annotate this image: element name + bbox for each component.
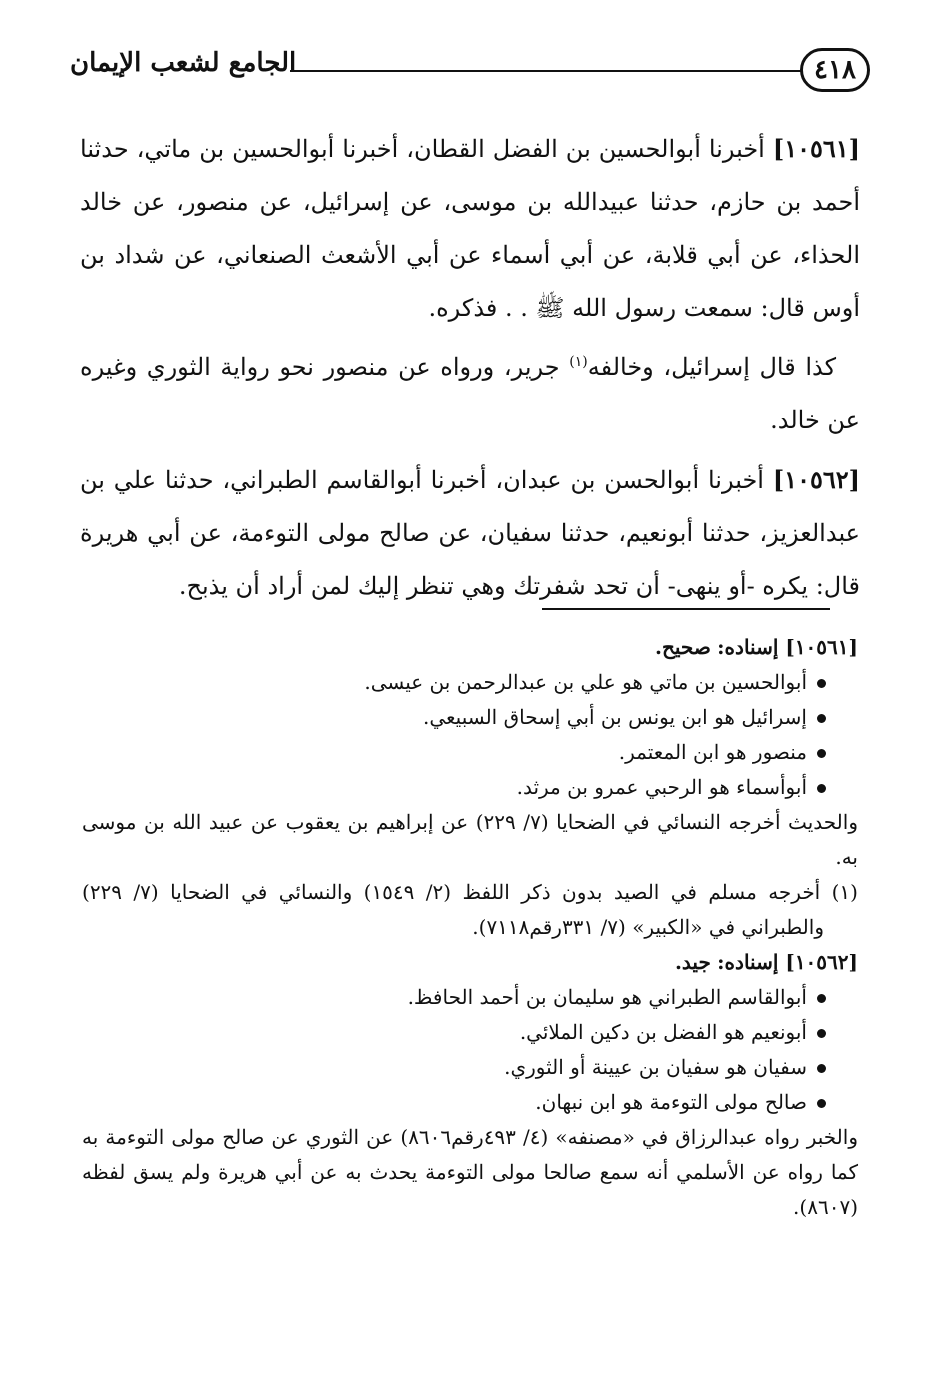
list-item-text: أبوالحسين بن ماتي هو علي بن عبدالرحمن بن عيسى. [364,670,807,694]
footnote-separator [542,608,830,610]
hadith-number: [١٠٥٦١] [772,134,860,163]
narrator-list [82,665,858,805]
takhrij-note: والخبر رواه عبدالرزاق في «مصنفه» (٤/ ٤٩٣رقم٨٦٠٦) عن الثوري عن صالح مولى التوءمة به كما رواه عن الأسلمي أنه سمع صالحا مولى التوءمة يحدث به عن أبي هريرة ولم يسق لفظه (٨٦٠٧). [82,1125,858,1219]
page-number: ٤١٨ [800,48,870,92]
list-item [82,980,826,1015]
list-item-text: صالح مولى التوءمة هو ابن نبهان. [535,1090,807,1114]
list-item [82,1085,826,1120]
bullet-icon [817,1099,826,1108]
isnad-heading [82,945,858,980]
book-title: الجامع لشعب الإيمان [70,48,297,78]
page-header [70,40,870,104]
header-rule [290,70,802,72]
list-item [82,1015,826,1050]
comment-paragraph [80,341,860,447]
list-item-text: أبونعيم هو الفضل بن دكين الملائي. [519,1020,807,1044]
bullet-icon [817,749,826,758]
comment-text-start: كذا قال إسرائيل، وخالفه [587,353,837,381]
list-item-text: أبوأسماء هو الرحبي عمرو بن مرثد. [516,775,807,799]
isnad-grade: صحيح. [655,635,711,659]
main-text [80,122,860,619]
bullet-icon [817,1029,826,1038]
footnote-1: (١) أخرجه مسلم في الصيد بدون ذكر اللفظ (٢/ ١٥٤٩) والنسائي في الضحايا (٧/ ٢٢٩) والطبراني في «الكبير» (٧/ ٣٣١رقم٧١١٨). [82,880,858,939]
list-item [82,735,826,770]
bullet-icon [817,994,826,1003]
comment-text-end: جرير، ورواه عن منصور نحو رواية الثوري وغيره عن خالد. [80,353,860,434]
isnad-heading [82,630,858,665]
list-item [82,700,826,735]
list-item-text: إسرائيل هو ابن يونس بن أبي إسحاق السبيعي. [422,705,807,729]
list-item-text: أبوالقاسم الطبراني هو سليمان بن أحمد الحافظ. [407,985,807,1009]
bullet-icon [817,784,826,793]
hadith-paragraph [80,122,860,335]
footnote-ref: (١) [569,354,588,370]
bullet-icon [817,679,826,688]
bullet-icon [817,714,826,723]
hadith-text: أخبرنا أبوالحسين بن الفضل القطان، أخبرنا أبوالحسين بن ماتي، حدثنا أحمد بن حازم، حدثنا عبيدالله بن موسى، عن إسرائيل، عن منصور، عن خالد الحذاء، عن أبي قلابة، عن أبي أسماء عن أبي الأشعث الصنعاني، عن شداد بن أوس قال: سمعت رسول الله ﷺ . . فذكره. [80,135,861,322]
narrator-list [82,980,858,1120]
bullet-icon [817,1064,826,1073]
list-item-text: سفيان هو سفيان بن عيينة أو الثوري. [504,1055,807,1079]
isnad-grade: جيد. [674,950,711,974]
takhrij-note: والحديث أخرجه النسائي في الضحايا (٧/ ٢٢٩) عن إبراهيم بن يعقوب عن عبيد الله بن موسى به. [82,810,858,869]
isnad-label: [١٠٥٦١] إسناده: [717,635,858,659]
hadith-number: [١٠٥٦٢] [772,465,860,494]
hadith-text: أخبرنا أبوالحسن بن عبدان، أخبرنا أبوالقاسم الطبراني، حدثنا علي بن عبدالعزيز، حدثنا أبونعيم، حدثنا سفيان، عن صالح مولى التوءمة، عن أبي هريرة قال: يكره -أو ينهى- أن تحد شفرتك وهي تنظر إليك لمن أراد أن يذبح. [80,466,860,600]
list-item [82,665,826,700]
isnad-label: [١٠٥٦٢] إسناده: [717,950,858,974]
footnotes [82,630,858,1225]
list-item [82,1050,826,1085]
list-item-text: منصور هو ابن المعتمر. [618,740,807,764]
list-item [82,770,826,805]
hadith-paragraph [80,453,860,613]
